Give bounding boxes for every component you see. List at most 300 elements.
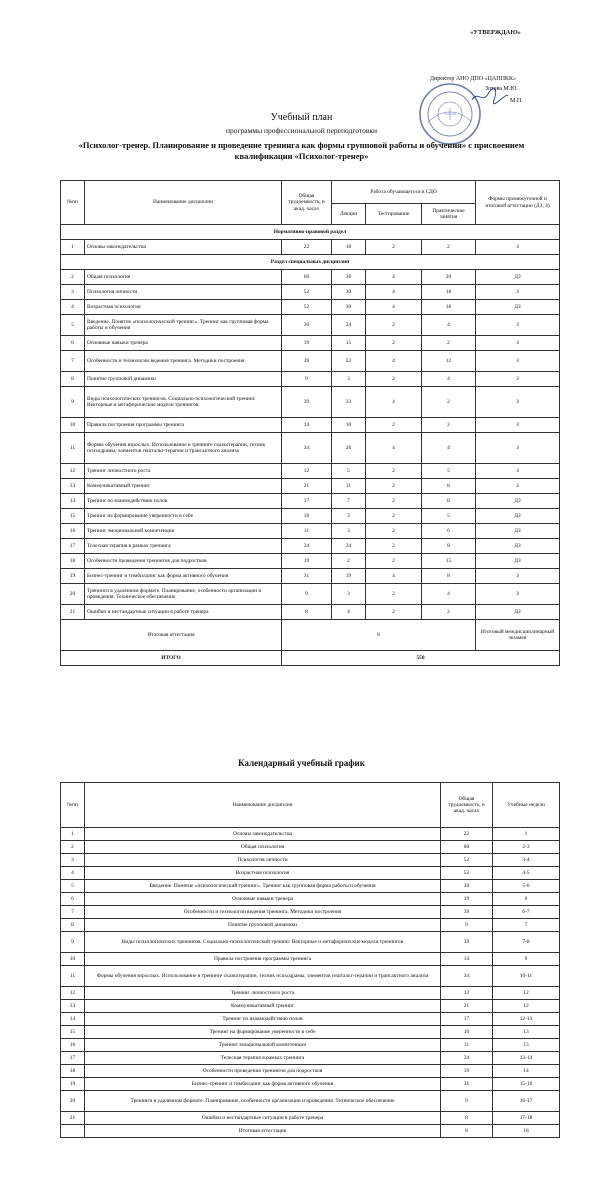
- cal-row-name: Тренинг на формирование уверенности в себе: [85, 1026, 441, 1039]
- row-lectures: 24: [332, 315, 366, 336]
- cal-row-weeks: 10-11: [493, 966, 560, 987]
- calendar-row: [61, 1000, 560, 1013]
- stamp-label: М.П.: [510, 98, 523, 104]
- row-num: 1: [61, 240, 85, 255]
- cal-row-num: 5: [61, 880, 85, 893]
- row-name: Бизнес-тренинг и тимбилдинг как форма активного обучения: [85, 569, 282, 584]
- row-num: 7: [61, 351, 85, 372]
- table-row: [61, 433, 560, 464]
- row-lectures: 5: [332, 464, 366, 479]
- cal-row-weeks: 7: [493, 919, 560, 932]
- calendar-title: Календарный учебный график: [238, 758, 365, 768]
- cal-row-hours: 14: [441, 953, 493, 966]
- row-num: 18: [61, 554, 85, 569]
- row-form: З: [476, 336, 560, 351]
- calendar-row: [61, 828, 560, 841]
- row-lectures: 4: [332, 605, 366, 620]
- cal-row-hours: 8: [441, 1112, 493, 1125]
- row-name: Особенности и технологии ведения тренинга. Методики построения: [85, 351, 282, 372]
- row-lectures: 3: [332, 372, 366, 387]
- row-lectures: 23: [332, 351, 366, 372]
- cal-row-name: Формы обучения взрослых. Использование в тренинге сказкотерапии, техник психодрамы, элементов гештальт-терапии и трансактного анализа: [85, 966, 441, 987]
- cal-row-weeks: 14: [493, 1065, 560, 1078]
- cal-row-name: Особенности и технологии ведения тренинга. Методики построения: [85, 906, 441, 919]
- cal-row-weeks: 6: [493, 893, 560, 906]
- row-practice: 8: [422, 494, 476, 509]
- row-practice: 2: [422, 387, 476, 418]
- row-hours: 31: [282, 569, 332, 584]
- row-testing: 4: [366, 270, 422, 285]
- row-practice: 2: [422, 418, 476, 433]
- cal-row-weeks: 13-14: [493, 1052, 560, 1065]
- header-practice: Практические занятия: [422, 204, 476, 225]
- calendar-final-row: [61, 1125, 560, 1138]
- row-form: ДЗ: [476, 300, 560, 315]
- cal-row-num: 17: [61, 1052, 85, 1065]
- cal-row-num: 16: [61, 1039, 85, 1052]
- row-testing: 4: [366, 300, 422, 315]
- row-practice: 8: [422, 539, 476, 554]
- row-lectures: 30: [332, 300, 366, 315]
- cal-row-num: 18: [61, 1065, 85, 1078]
- table-row: [61, 240, 560, 255]
- row-practice: 4: [422, 315, 476, 336]
- row-testing: 2: [366, 315, 422, 336]
- row-lectures: 3: [332, 584, 366, 605]
- row-num: 4: [61, 300, 85, 315]
- calendar-row: [61, 919, 560, 932]
- section-row: [61, 225, 560, 240]
- row-practice: 5: [422, 464, 476, 479]
- calendar-table: [60, 782, 560, 1138]
- cal-row-hours: 30: [441, 880, 493, 893]
- row-num: 17: [61, 539, 85, 554]
- row-practice: 2: [422, 240, 476, 255]
- row-hours: 11: [282, 524, 332, 539]
- row-testing: 2: [366, 554, 422, 569]
- row-practice: 5: [422, 509, 476, 524]
- row-form: ДЗ: [476, 554, 560, 569]
- cal-row-weeks: 13: [493, 1026, 560, 1039]
- course-title: «Психолог-тренер. Планирование и проведение тренинга как формы групповой работы и обучения» с присвоением квалификации «Психолог-тренер»: [78, 140, 525, 161]
- calendar-row: [61, 906, 560, 919]
- row-hours: 9: [282, 584, 332, 605]
- row-form: ДЗ: [476, 270, 560, 285]
- header-work: Работа обучающегося в СДО: [332, 181, 476, 204]
- cal-row-num: 19: [61, 1078, 85, 1091]
- cal-row-hours: 19: [441, 893, 493, 906]
- cal-row-weeks: 7-8: [493, 932, 560, 953]
- cal-row-num: 2: [61, 841, 85, 854]
- row-practice: 12: [422, 351, 476, 372]
- section-row: [61, 255, 560, 270]
- cal-row-num: 6: [61, 893, 85, 906]
- cal-row-num: 11: [61, 966, 85, 987]
- row-num: 12: [61, 464, 85, 479]
- row-hours: 17: [282, 494, 332, 509]
- row-form: ДЗ: [476, 605, 560, 620]
- row-lectures: 3: [332, 509, 366, 524]
- row-num: 2: [61, 270, 85, 285]
- cal-row-name: Введение. Понятие «психологический тренинг». Тренинг как групповая форма работы и обучения: [85, 880, 441, 893]
- row-form: З: [476, 351, 560, 372]
- row-hours: 52: [282, 300, 332, 315]
- row-hours: 30: [282, 315, 332, 336]
- table-row: [61, 418, 560, 433]
- cal-row-num: 9: [61, 932, 85, 953]
- row-name: Тренинг эмоциональной компетенции: [85, 524, 282, 539]
- row-form: З: [476, 285, 560, 300]
- row-practice: 18: [422, 285, 476, 300]
- cal-final-num: [61, 1125, 85, 1138]
- page-title: Учебный план: [270, 112, 333, 123]
- row-lectures: 33: [332, 387, 366, 418]
- row-practice: 4: [422, 372, 476, 387]
- table-row: [61, 336, 560, 351]
- total-label: ИТОГО: [61, 651, 282, 666]
- program-subtitle: программы профессиональной переподготовки: [225, 126, 378, 135]
- row-practice: 6: [422, 524, 476, 539]
- cal-row-weeks: 17-18: [493, 1112, 560, 1125]
- row-testing: 4: [366, 569, 422, 584]
- row-lectures: 18: [332, 240, 366, 255]
- table-row: [61, 539, 560, 554]
- row-lectures: 19: [332, 569, 366, 584]
- row-testing: 2: [366, 494, 422, 509]
- cal-row-hours: 17: [441, 1013, 493, 1026]
- row-name: Возрастная психология: [85, 300, 282, 315]
- row-form: З: [476, 372, 560, 387]
- calendar-row: [61, 867, 560, 880]
- section-title: Нормативно-правовой раздел: [61, 225, 560, 240]
- cal-row-num: 14: [61, 1013, 85, 1026]
- header-testing: Тестирование: [366, 204, 422, 225]
- cal-row-num: 3: [61, 854, 85, 867]
- approval-label: «УТВЕРЖДАЮ»: [470, 29, 521, 36]
- table-row: [61, 494, 560, 509]
- row-num: 9: [61, 387, 85, 418]
- calendar-row: [61, 987, 560, 1000]
- row-form: ДЗ: [476, 509, 560, 524]
- header-hours: Общая трудоемкость, в акад. часах: [282, 181, 332, 225]
- row-num: 16: [61, 524, 85, 539]
- calendar-row: [61, 966, 560, 987]
- signature: [470, 86, 510, 106]
- row-form: З: [476, 584, 560, 605]
- cal-header-weeks: Учебные недели: [493, 783, 560, 828]
- row-num: 8: [61, 372, 85, 387]
- row-hours: 22: [282, 240, 332, 255]
- row-testing: 2: [366, 524, 422, 539]
- total-row: [61, 651, 560, 666]
- cal-row-name: Особенности проведения тренингов для подростков: [85, 1065, 441, 1078]
- cal-row-hours: 10: [441, 1026, 493, 1039]
- row-name: Тренинг по взаимодействию полов: [85, 494, 282, 509]
- cal-row-num: 15: [61, 1026, 85, 1039]
- row-name: Формы обучения взрослых. Использование в тренинге сказкотерапии, техник психодрамы, элементов гештальт-терапии и трансактного анализа: [85, 433, 282, 464]
- cal-row-name: Тренинг по взаимодействию полов: [85, 1013, 441, 1026]
- row-name: Коммуникативный тренинг: [85, 479, 282, 494]
- calendar-row: [61, 854, 560, 867]
- row-form: ДЗ: [476, 524, 560, 539]
- cal-row-hours: 9: [441, 919, 493, 932]
- cal-row-num: 1: [61, 828, 85, 841]
- row-practice: 4: [422, 584, 476, 605]
- calendar-row: [61, 841, 560, 854]
- row-testing: 2: [366, 605, 422, 620]
- table-row: [61, 569, 560, 584]
- cal-row-hours: 22: [441, 828, 493, 841]
- row-form: З: [476, 240, 560, 255]
- row-hours: 12: [282, 464, 332, 479]
- row-name: Телесная терапия в рамках тренинга: [85, 539, 282, 554]
- calendar-row: [61, 1039, 560, 1052]
- calendar-row: [61, 880, 560, 893]
- row-num: 13: [61, 479, 85, 494]
- cal-row-name: Бизнес-тренинг и тимбилдинг как форма активного обучения: [85, 1078, 441, 1091]
- cal-row-num: 20: [61, 1091, 85, 1112]
- calendar-row: [61, 1078, 560, 1091]
- header-lectures: Лекции: [332, 204, 366, 225]
- cal-row-weeks: 5-6: [493, 880, 560, 893]
- final-label: Итоговая аттестация: [61, 620, 282, 651]
- cal-row-hours: 19: [441, 1065, 493, 1078]
- calendar-row: [61, 1065, 560, 1078]
- row-testing: 4: [366, 285, 422, 300]
- calendar-row: [61, 1091, 560, 1112]
- row-testing: 2: [366, 464, 422, 479]
- row-form: З: [476, 569, 560, 584]
- final-row: [61, 620, 560, 651]
- cal-row-weeks: 2-3: [493, 841, 560, 854]
- cal-row-hours: 52: [441, 867, 493, 880]
- calendar-row: [61, 893, 560, 906]
- row-form: З: [476, 387, 560, 418]
- table-row: [61, 285, 560, 300]
- row-lectures: 24: [332, 539, 366, 554]
- cal-row-name: Психология личности: [85, 854, 441, 867]
- header-forms: Формы промежуточной и итоговой аттестации (ДЗ, З): [476, 181, 560, 225]
- row-practice: 8: [422, 479, 476, 494]
- row-name: Правила построения программы тренинга: [85, 418, 282, 433]
- cal-row-weeks: 12: [493, 1000, 560, 1013]
- row-name: Тренинги в удаленном формате. Планирование, особенности организации и проведения. Техническое обеспечение: [85, 584, 282, 605]
- row-testing: 4: [366, 387, 422, 418]
- row-name: Психология личности: [85, 285, 282, 300]
- row-num: 15: [61, 509, 85, 524]
- table-row: [61, 315, 560, 336]
- row-lectures: 7: [332, 494, 366, 509]
- cal-row-weeks: 15-16: [493, 1078, 560, 1091]
- cal-final-hours: 8: [441, 1125, 493, 1138]
- row-hours: 52: [282, 285, 332, 300]
- row-testing: 2: [366, 584, 422, 605]
- row-hours: 8: [282, 605, 332, 620]
- row-lectures: 15: [332, 336, 366, 351]
- row-form: З: [476, 433, 560, 464]
- row-practice: 2: [422, 336, 476, 351]
- table-row: [61, 524, 560, 539]
- row-testing: 2: [366, 336, 422, 351]
- cal-row-name: Возрастная психология: [85, 867, 441, 880]
- row-testing: 2: [366, 418, 422, 433]
- cal-row-num: 10: [61, 953, 85, 966]
- cal-header-name: Наименование дисциплин: [85, 783, 441, 828]
- row-num: 6: [61, 336, 85, 351]
- row-form: ДЗ: [476, 539, 560, 554]
- cal-row-hours: 39: [441, 932, 493, 953]
- row-num: 14: [61, 494, 85, 509]
- table-row: [61, 605, 560, 620]
- total-hours: 550: [282, 651, 560, 666]
- row-lectures: 3: [332, 524, 366, 539]
- cal-header-hours: Общая трудоемкость, в акад. часах: [441, 783, 493, 828]
- row-hours: 19: [282, 554, 332, 569]
- row-name: Тренинг личностного роста: [85, 464, 282, 479]
- row-num: 11: [61, 433, 85, 464]
- table-row: [61, 509, 560, 524]
- cal-row-hours: 52: [441, 854, 493, 867]
- row-hours: 14: [282, 418, 332, 433]
- row-lectures: 26: [332, 433, 366, 464]
- cal-row-name: Ошибки и нестандартные ситуации в работе тренера: [85, 1112, 441, 1125]
- cal-row-num: 4: [61, 867, 85, 880]
- cal-row-num: 12: [61, 987, 85, 1000]
- cal-row-hours: 39: [441, 906, 493, 919]
- cal-row-hours: 21: [441, 1000, 493, 1013]
- table-row: [61, 372, 560, 387]
- row-name: Основные навыки тренера: [85, 336, 282, 351]
- cal-row-num: 21: [61, 1112, 85, 1125]
- calendar-row: [61, 953, 560, 966]
- cal-row-weeks: 6-7: [493, 906, 560, 919]
- cal-row-name: Основные навыки тренера: [85, 893, 441, 906]
- row-testing: 4: [366, 433, 422, 464]
- cal-row-weeks: 12-13: [493, 1013, 560, 1026]
- row-hours: 19: [282, 336, 332, 351]
- table-row: [61, 351, 560, 372]
- calendar-row: [61, 932, 560, 953]
- cal-row-weeks: 9: [493, 953, 560, 966]
- row-form: З: [476, 464, 560, 479]
- row-hours: 21: [282, 479, 332, 494]
- cal-final-label: Итоговая аттестация: [85, 1125, 441, 1138]
- row-form: З: [476, 479, 560, 494]
- cal-row-name: Основы законодательства: [85, 828, 441, 841]
- row-practice: 18: [422, 300, 476, 315]
- row-testing: 2: [366, 240, 422, 255]
- row-name: Введение. Понятие «психологический тренинг». Тренинг как групповая форма работы и обучения: [85, 315, 282, 336]
- cal-final-weeks: 18: [493, 1125, 560, 1138]
- row-testing: 2: [366, 539, 422, 554]
- row-name: Виды психологических тренингов. Социально-психологический тренинг. Векторные и метафорические модели тренингов: [85, 387, 282, 418]
- director-line: Директор АНО ДПО «ЦАППКК»: [430, 76, 516, 82]
- table-row: [61, 554, 560, 569]
- table-row: [61, 270, 560, 285]
- calendar-header-row: [61, 783, 560, 828]
- table-row: [61, 584, 560, 605]
- header-num: №пп: [61, 181, 85, 225]
- cal-header-num: №пп: [61, 783, 85, 828]
- row-name: Тренинг на формирование уверенности в себе: [85, 509, 282, 524]
- row-lectures: 11: [332, 479, 366, 494]
- row-practice: 8: [422, 569, 476, 584]
- row-num: 21: [61, 605, 85, 620]
- cal-row-hours: 9: [441, 1091, 493, 1112]
- row-lectures: 36: [332, 270, 366, 285]
- row-hours: 34: [282, 539, 332, 554]
- cal-row-hours: 34: [441, 966, 493, 987]
- table-header-row: [61, 181, 560, 204]
- cal-row-hours: 12: [441, 987, 493, 1000]
- row-practice: 2: [422, 605, 476, 620]
- calendar-row: [61, 1112, 560, 1125]
- table-row: [61, 479, 560, 494]
- cal-row-name: Понятие групповой динамики: [85, 919, 441, 932]
- row-testing: 4: [366, 351, 422, 372]
- row-hours: 9: [282, 372, 332, 387]
- row-hours: 10: [282, 509, 332, 524]
- row-testing: 2: [366, 479, 422, 494]
- cal-row-num: 7: [61, 906, 85, 919]
- cal-row-hours: 11: [441, 1039, 493, 1052]
- table-row: [61, 387, 560, 418]
- cal-row-name: Коммуникативный тренинг: [85, 1000, 441, 1013]
- row-hours: 39: [282, 387, 332, 418]
- row-lectures: 2: [332, 554, 366, 569]
- cal-row-hours: 34: [441, 1052, 493, 1065]
- cal-row-hours: 31: [441, 1078, 493, 1091]
- row-name: Особенности проведения тренингов для подростков: [85, 554, 282, 569]
- row-hours: 60: [282, 270, 332, 285]
- row-num: 19: [61, 569, 85, 584]
- cal-row-num: 13: [61, 1000, 85, 1013]
- calendar-row: [61, 1026, 560, 1039]
- row-num: 5: [61, 315, 85, 336]
- row-practice: 4: [422, 433, 476, 464]
- row-lectures: 10: [332, 418, 366, 433]
- cal-row-weeks: 3-4: [493, 854, 560, 867]
- cal-row-weeks: 4-5: [493, 867, 560, 880]
- table-row: [61, 464, 560, 479]
- cal-row-name: Правила построения программы тренинга: [85, 953, 441, 966]
- cal-row-weeks: 1: [493, 828, 560, 841]
- row-form: З: [476, 315, 560, 336]
- row-num: 20: [61, 584, 85, 605]
- header-name: Наименование дисциплин: [85, 181, 282, 225]
- final-hours: 8: [282, 620, 476, 651]
- row-testing: 2: [366, 372, 422, 387]
- cal-row-name: Тренинг эмоциональной компетенции: [85, 1039, 441, 1052]
- row-practice: 15: [422, 554, 476, 569]
- row-hours: 34: [282, 433, 332, 464]
- cal-row-name: Тренинги в удаленном формате. Планирование, особенности организации и проведения. Техническое обеспечение: [85, 1091, 441, 1112]
- cal-row-name: Общая психология: [85, 841, 441, 854]
- cal-row-name: Телесная терапия в рамках тренинга: [85, 1052, 441, 1065]
- cal-row-weeks: 12: [493, 987, 560, 1000]
- cal-row-weeks: 13: [493, 1039, 560, 1052]
- row-name: Понятие групповой динамики: [85, 372, 282, 387]
- row-practice: 20: [422, 270, 476, 285]
- curriculum-table: [60, 180, 560, 666]
- row-testing: 2: [366, 509, 422, 524]
- row-lectures: 30: [332, 285, 366, 300]
- calendar-row: [61, 1013, 560, 1026]
- cal-row-name: Тренинг личностного роста: [85, 987, 441, 1000]
- row-form: ДЗ: [476, 494, 560, 509]
- director-name: Зотова М.Ю.: [485, 86, 518, 92]
- calendar-row: [61, 1052, 560, 1065]
